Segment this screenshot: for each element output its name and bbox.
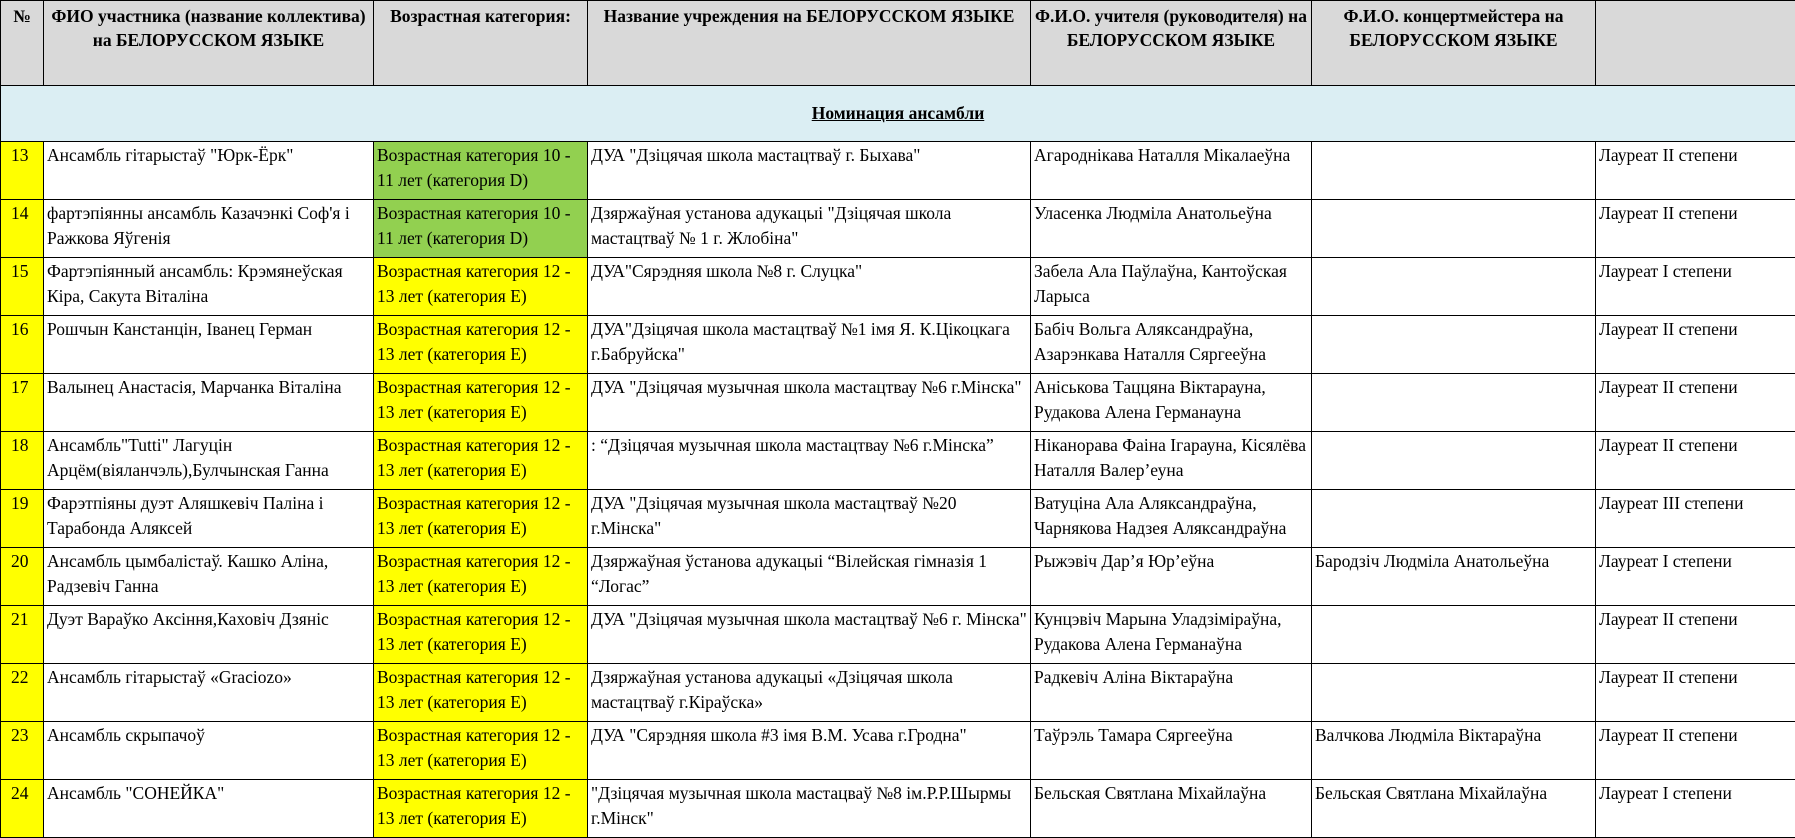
cell-teacher[interactable]: Забела Ала Паўлаўна, Кантоўская Ларыса — [1031, 258, 1312, 316]
cell-accompanist[interactable]: Бародзіч Людміла Анатольеўна — [1312, 548, 1596, 606]
cell-award[interactable]: Лауреат II степени — [1596, 200, 1795, 258]
cell-accompanist[interactable] — [1312, 200, 1596, 258]
cell-age-category[interactable]: Возрастная категория 10 - 11 лет (категория D) — [374, 200, 588, 258]
cell-participant[interactable]: фартэпіянны ансамбль Казачэнкі Соф'я і Ражкова Яўгенія — [44, 200, 374, 258]
cell-teacher[interactable]: Аніськова Таццяна Віктарауна, Рудакова Алена Германауна — [1031, 374, 1312, 432]
cell-age-category[interactable]: Возрастная категория 12 - 13 лет (категория E) — [374, 316, 588, 374]
header-accompanist: Ф.И.О. концертмейстера на БЕЛОРУССКОМ ЯЗЫКЕ — [1312, 1, 1596, 86]
section-cell — [1, 86, 1795, 142]
header-participant: ФИО участника (название коллектива) на БЕЛОРУССКОМ ЯЗЫКЕ — [44, 1, 374, 86]
section-row — [1, 86, 1795, 142]
table-row — [1, 664, 1795, 722]
cell-participant[interactable]: Ансамбль гітарыстаў "Юрк-Ёрк" — [44, 142, 374, 200]
cell-age-category[interactable]: Возрастная категория 12 - 13 лет (категория E) — [374, 548, 588, 606]
cell-accompanist[interactable] — [1312, 432, 1596, 490]
cell-accompanist[interactable] — [1312, 664, 1596, 722]
cell-age-category[interactable]: Возрастная категория 12 - 13 лет (категория E) — [374, 490, 588, 548]
cell-teacher[interactable]: Бабіч Вольга Аляксандраўна, Азарэнкава Наталля Сяргееўна — [1031, 316, 1312, 374]
cell-participant[interactable]: Дуэт Вараўко Аксіння,Каховіч Дзяніс — [44, 606, 374, 664]
table-row — [1, 722, 1795, 780]
cell-institution[interactable]: ДУА"Дзіцячая школа мастацтваў №1 імя Я. К.Цікоцкага г.Бабруйска" — [588, 316, 1031, 374]
table-row — [1, 606, 1795, 664]
cell-number[interactable]: 19 — [1, 490, 44, 548]
cell-teacher[interactable]: Кунцэвіч Марына Уладзіміраўна, Рудакова Алена Германаўна — [1031, 606, 1312, 664]
header-num: № — [1, 1, 44, 86]
cell-accompanist[interactable] — [1312, 490, 1596, 548]
cell-age-category[interactable]: Возрастная категория 12 - 13 лет (категория E) — [374, 722, 588, 780]
cell-age-category[interactable]: Возрастная категория 12 - 13 лет (категория E) — [374, 258, 588, 316]
cell-award[interactable]: Лауреат II степени — [1596, 316, 1795, 374]
cell-institution[interactable]: Дзяржаўная ўстанова адукацыі “Вілейская гімназія 1 “Логас” — [588, 548, 1031, 606]
cell-participant[interactable]: Валынец Анастасія, Марчанка Віталіна — [44, 374, 374, 432]
cell-participant[interactable]: Ансамбль гітарыстаў «Gracіozo» — [44, 664, 374, 722]
cell-award[interactable]: Лауреат I степени — [1596, 780, 1795, 838]
cell-age-category[interactable]: Возрастная категория 12 - 13 лет (категория E) — [374, 780, 588, 838]
cell-teacher[interactable]: Таўрэль Тамара Сяргееўна — [1031, 722, 1312, 780]
cell-accompanist[interactable] — [1312, 142, 1596, 200]
cell-age-category[interactable]: Возрастная категория 12 - 13 лет (категория E) — [374, 374, 588, 432]
header-award — [1596, 1, 1795, 86]
table-row — [1, 432, 1795, 490]
cell-award[interactable]: Лауреат II степени — [1596, 374, 1795, 432]
cell-number[interactable]: 22 — [1, 664, 44, 722]
cell-teacher[interactable]: Ніканорава Фаіна Ігарауна, Кісялёва Наталля Валер’еуна — [1031, 432, 1312, 490]
cell-teacher[interactable]: Бельская Святлана Міхайлаўна — [1031, 780, 1312, 838]
cell-award[interactable]: Лауреат I степени — [1596, 548, 1795, 606]
cell-number[interactable]: 15 — [1, 258, 44, 316]
header-row — [1, 1, 1795, 86]
cell-accompanist[interactable] — [1312, 316, 1596, 374]
cell-award[interactable]: Лауреат II степени — [1596, 722, 1795, 780]
cell-institution[interactable]: ДУА "Дзіцячая музычная школа мастацтваў №6 г. Мінска" — [588, 606, 1031, 664]
cell-accompanist[interactable]: Валчкова Людміла Віктараўна — [1312, 722, 1596, 780]
cell-award[interactable]: Лауреат III степени — [1596, 490, 1795, 548]
cell-accompanist[interactable] — [1312, 374, 1596, 432]
cell-award[interactable]: Лауреат II степени — [1596, 142, 1795, 200]
cell-participant[interactable]: Фарэтпіяны дуэт Аляшкевіч Паліна і Тарабонда Аляксей — [44, 490, 374, 548]
cell-institution[interactable]: : “Дзіцячая музычная школа мастацтвау №6 г.Мінска” — [588, 432, 1031, 490]
cell-participant[interactable]: Ансамбль цымбалістаў. Кашко Аліна, Радзевіч Ганна — [44, 548, 374, 606]
cell-participant[interactable]: Ансамбль "СОНЕЙКА" — [44, 780, 374, 838]
cell-participant[interactable]: Рошчын Канстанцін, Іванец Герман — [44, 316, 374, 374]
cell-number[interactable]: 21 — [1, 606, 44, 664]
cell-institution[interactable]: ДУА "Сярэдняя школа #3 імя В.М. Усава г.Гродна" — [588, 722, 1031, 780]
cell-number[interactable]: 23 — [1, 722, 44, 780]
cell-participant[interactable]: Фартэпіянный ансамбль: Крэмянеўская Кіра, Сакута Віталіна — [44, 258, 374, 316]
cell-age-category[interactable]: Возрастная категория 12 - 13 лет (категория E) — [374, 664, 588, 722]
cell-number[interactable]: 20 — [1, 548, 44, 606]
cell-number[interactable]: 24 — [1, 780, 44, 838]
cell-institution[interactable]: ДУА "Дзіцячая музычная школа мастацтваў №20 г.Мінска" — [588, 490, 1031, 548]
cell-award[interactable]: Лауреат I степени — [1596, 258, 1795, 316]
cell-age-category[interactable]: Возрастная категория 10 - 11 лет (категория D) — [374, 142, 588, 200]
cell-number[interactable]: 17 — [1, 374, 44, 432]
header-teacher: Ф.И.О. учителя (руководителя) на БЕЛОРУССКОМ ЯЗЫКЕ — [1031, 1, 1312, 86]
table-row — [1, 374, 1795, 432]
header-age-category: Возрастная категория: — [374, 1, 588, 86]
table-row — [1, 548, 1795, 606]
section-title: Номинация ансамбли — [812, 103, 985, 123]
cell-teacher[interactable]: Рыжэвіч Дар’я Юр’еўна — [1031, 548, 1312, 606]
cell-award[interactable]: Лауреат II степени — [1596, 432, 1795, 490]
header-institution: Название учреждения на БЕЛОРУССКОМ ЯЗЫКЕ — [588, 1, 1031, 86]
table-row — [1, 258, 1795, 316]
cell-teacher[interactable]: Уласенка Людміла Анатольеўна — [1031, 200, 1312, 258]
table-row — [1, 142, 1795, 200]
cell-award[interactable]: Лауреат II степени — [1596, 664, 1795, 722]
cell-teacher[interactable]: Агароднікава Наталля Мікалаеўна — [1031, 142, 1312, 200]
cell-institution[interactable]: ДУА "Дзіцячая музычная школа мастацтвау №6 г.Мінска" — [588, 374, 1031, 432]
cell-institution[interactable]: "Дзіцячая музычная школа мастацваў №8 ім.Р.Р.Шырмы г.Мінск" — [588, 780, 1031, 838]
cell-teacher[interactable]: Ватуціна Ала Аляксандраўна, Чарнякова Надзея Аляксандраўна — [1031, 490, 1312, 548]
cell-number[interactable]: 13 — [1, 142, 44, 200]
cell-participant[interactable]: Ансамбль"Tutti" Лагуцін Арцём(віяланчэль),Булчынская Ганна — [44, 432, 374, 490]
cell-institution[interactable]: ДУА"Сярэдняя школа №8 г. Слуцка" — [588, 258, 1031, 316]
cell-participant[interactable]: Ансамбль скрыпачоў — [44, 722, 374, 780]
cell-number[interactable]: 14 — [1, 200, 44, 258]
cell-age-category[interactable]: Возрастная категория 12 - 13 лет (категория E) — [374, 606, 588, 664]
table-row — [1, 316, 1795, 374]
cell-award[interactable]: Лауреат II степени — [1596, 606, 1795, 664]
cell-institution[interactable]: Дзяржаўная установа адукацыі "Дзіцячая школа мастацтваў № 1 г. Жлобіна" — [588, 200, 1031, 258]
cell-institution[interactable]: Дзяржаўная установа адукацыі «Дзіцячая школа мастацтваў г.Кіраўска» — [588, 664, 1031, 722]
cell-accompanist[interactable] — [1312, 606, 1596, 664]
cell-accompanist[interactable] — [1312, 258, 1596, 316]
table-row — [1, 490, 1795, 548]
cell-teacher[interactable]: Радкевіч Аліна Віктараўна — [1031, 664, 1312, 722]
cell-institution[interactable]: ДУА "Дзіцячая школа мастацтваў г. Быхава" — [588, 142, 1031, 200]
cell-age-category[interactable]: Возрастная категория 12 - 13 лет (категория E) — [374, 432, 588, 490]
cell-number[interactable]: 16 — [1, 316, 44, 374]
cell-number[interactable]: 18 — [1, 432, 44, 490]
table-row — [1, 200, 1795, 258]
cell-accompanist[interactable]: Бельская Святлана Міхайлаўна — [1312, 780, 1596, 838]
